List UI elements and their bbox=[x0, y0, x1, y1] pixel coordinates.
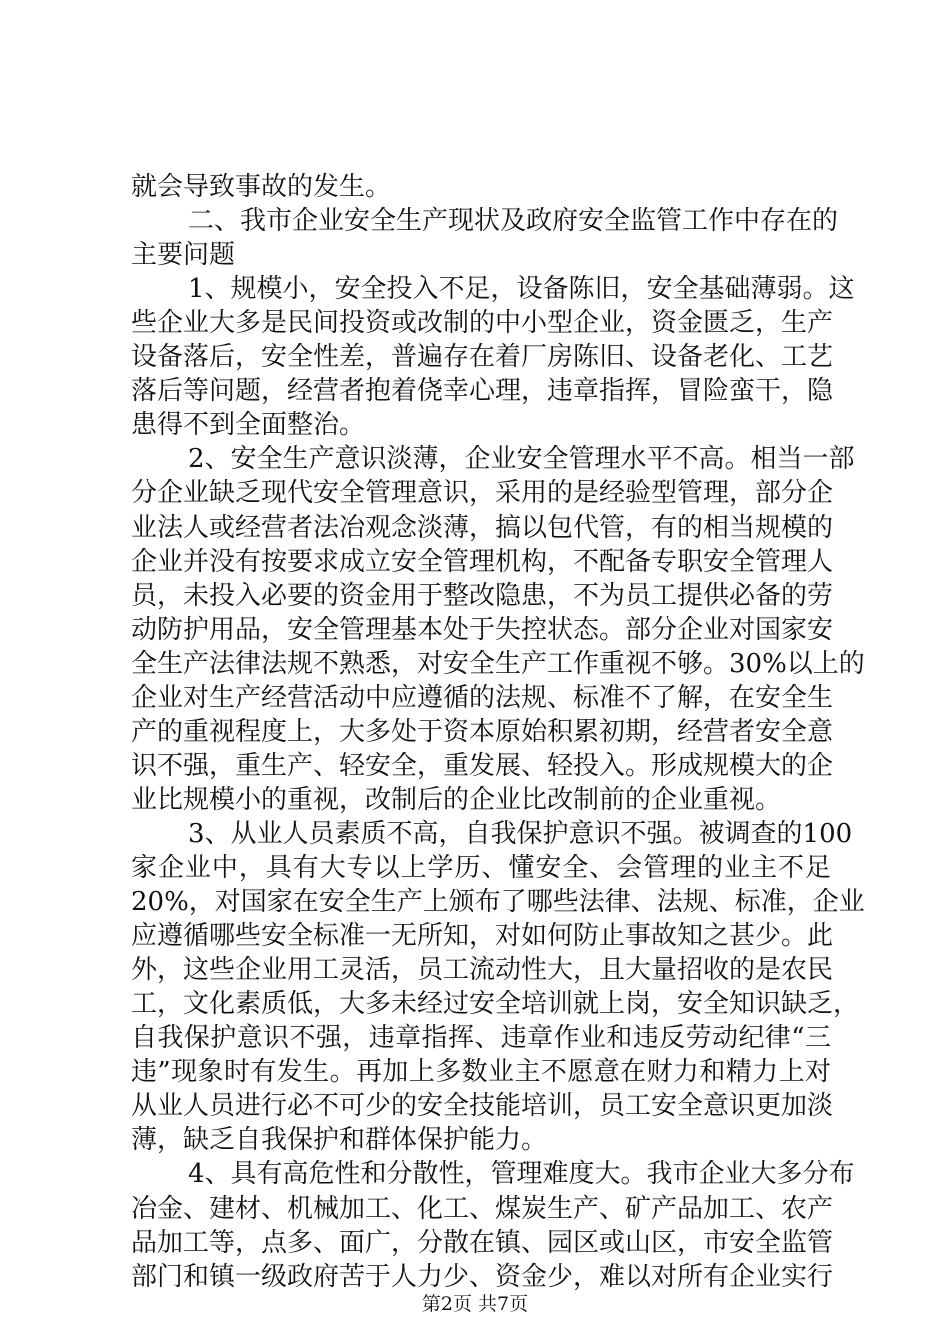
text-line: 1、规模小，安全投入不足，设备陈旧，安全基础薄弱。这 bbox=[162, 274, 855, 304]
text-line: 些企业大多是民间投资或改制的中小型企业，资金匮乏，生产 bbox=[131, 308, 834, 338]
text-line: 企业并没有按要求成立安全管理机构，不配备专职安全管理人 bbox=[131, 547, 834, 577]
text-line: 3、从业人员素质不高，自我保护意识不强。被调查的100 bbox=[162, 819, 853, 849]
text-line: 2、安全生产意识淡薄，企业安全管理水平不高。相当一部 bbox=[162, 444, 855, 474]
text-line: 工，文化素质低，大多未经过安全培训就上岗，安全知识缺乏， bbox=[131, 989, 860, 1019]
text-line: 20%，对国家在安全生产上颁布了哪些法律、法规、标准，企业 bbox=[131, 887, 865, 917]
text-line: 薄，缺乏自我保护和群体保护能力。 bbox=[131, 1125, 548, 1155]
text-line: 企业对生产经营活动中应遵循的法规、标准不了解，在安全生 bbox=[131, 683, 834, 713]
page-number-footer: 第2页 共7页 bbox=[421, 1293, 529, 1315]
text-line: 就会导致事故的发生。 bbox=[131, 172, 392, 202]
text-line: 自我保护意识不强，违章指挥、违章作业和违反劳动纪律“三 bbox=[131, 1023, 831, 1053]
text-line: 分企业缺乏现代安全管理意识，采用的是经验型管理，部分企 bbox=[131, 478, 834, 508]
text-line: 部门和镇一级政府苦于人力少、资金少，难以对所有企业实行 bbox=[131, 1262, 834, 1292]
text-line: 应遵循哪些安全标准一无所知，对如何防止事故知之甚少。此 bbox=[131, 921, 834, 951]
text-line: 识不强，重生产、轻安全，重发展、轻投入。形成规模大的企 bbox=[131, 751, 834, 781]
text-line: 落后等问题，经营者抱着侥幸心理，违章指挥，冒险蛮干，隐 bbox=[131, 376, 834, 406]
text-line: 品加工等，点多、面广，分散在镇、园区或山区，市安全监管 bbox=[131, 1228, 834, 1258]
text-line: 4、具有高危性和分散性，管理难度大。我市企业大多分布 bbox=[162, 1159, 855, 1189]
text-line: 产的重视程度上，大多处于资本原始积累初期，经营者安全意 bbox=[131, 717, 834, 747]
section-heading-line: 主要问题 bbox=[131, 240, 236, 270]
text-line: 患得不到全面整治。 bbox=[131, 410, 366, 440]
section-heading-line: 二、我市企业安全生产现状及政府安全监管工作中存在的 bbox=[162, 206, 839, 236]
text-line: 从业人员进行必不可少的安全技能培训，员工安全意识更加淡 bbox=[131, 1091, 834, 1121]
text-line: 外，这些企业用工灵活，员工流动性大，且大量招收的是农民 bbox=[131, 955, 834, 985]
text-line: 违”现象时有发生。再加上多数业主不愿意在财力和精力上对 bbox=[131, 1057, 831, 1087]
text-line: 家企业中，具有大专以上学历、懂安全、会管理的业主不足 bbox=[131, 853, 831, 883]
text-line: 业比规模小的重视，改制后的企业比改制前的企业重视。 bbox=[131, 785, 782, 815]
text-line: 动防护用品，安全管理基本处于失控状态。部分企业对国家安 bbox=[131, 615, 834, 645]
text-line: 设备落后，安全性差，普遍存在着厂房陈旧、设备老化、工艺 bbox=[131, 342, 834, 372]
text-line: 员，未投入必要的资金用于整改隐患，不为员工提供必备的劳 bbox=[131, 581, 834, 611]
text-line: 全生产法律法规不熟悉，对安全生产工作重视不够。30%以上的 bbox=[131, 649, 865, 679]
text-line: 业法人或经营者法冶观念淡薄，搞以包代管，有的相当规模的 bbox=[131, 513, 834, 543]
text-line: 冶金、建材、机械加工、化工、煤炭生产、矿产品加工、农产 bbox=[131, 1194, 834, 1224]
